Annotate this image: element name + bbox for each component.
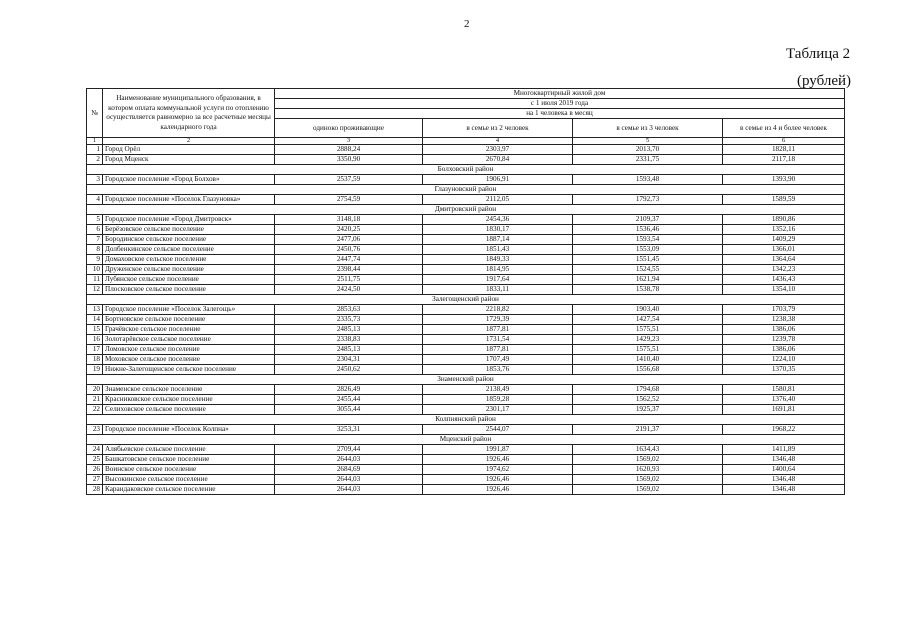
tariff-value: 2454,36 [423,215,573,225]
tariff-value: 2485,13 [275,345,423,355]
table-row [87,365,845,375]
region-header-row [87,415,845,425]
col-number: 2 [103,138,275,145]
tariff-value: 1859,28 [423,395,573,405]
municipality-name: Алябьевское сельское поселение [103,445,275,455]
col-number: 3 [275,138,423,145]
tariff-value: 1703,79 [723,305,845,315]
tariff-value: 1621,94 [573,275,723,285]
municipality-name: Знаменское сельское поселение [103,385,275,395]
tariff-value: 2537,59 [275,175,423,185]
municipality-name: Плосковское сельское поселение [103,285,275,295]
tariff-value: 2544,07 [423,425,573,435]
header-col5: в семье из 3 человек [573,119,723,138]
tariff-value: 1366,01 [723,245,845,255]
tariff-value: 2455,44 [275,395,423,405]
tariff-value: 1239,78 [723,335,845,345]
row-number: 22 [87,405,103,415]
row-number: 12 [87,285,103,295]
table-row [87,395,845,405]
region-name: Знаменский район [87,375,845,385]
tariff-value: 1409,29 [723,235,845,245]
header-name: Наименование муниципального образования, в котором оплата коммунальной услуги по отоплению осуществляется равномерно за все расчетные месяцы календарного года [103,89,275,138]
region-name: Мценский район [87,435,845,445]
region-name: Дмитровский район [87,205,845,215]
region-name: Глазуновский район [87,185,845,195]
column-numbers-row [87,138,845,145]
col-number: 4 [423,138,573,145]
tariff-value: 2644,03 [275,485,423,495]
region-header-row [87,165,845,175]
tariff-value: 1794,68 [573,385,723,395]
table-row [87,175,845,185]
tariff-value: 1346,48 [723,485,845,495]
tariff-value: 1877,81 [423,345,573,355]
tariff-value: 2684,69 [275,465,423,475]
municipality-name: Ломовское сельское поселение [103,345,275,355]
tariff-value: 1903,40 [573,305,723,315]
tariff-value: 2112,05 [423,195,573,205]
tariff-value: 1707,49 [423,355,573,365]
tariff-value: 2450,76 [275,245,423,255]
tariff-value: 2511,75 [275,275,423,285]
header-col3: одиноко проживающие [275,119,423,138]
tariff-value: 1849,33 [423,255,573,265]
region-header-row [87,295,845,305]
table-row [87,225,845,235]
tariff-value: 1436,43 [723,275,845,285]
tariff-value: 1536,46 [573,225,723,235]
row-number: 5 [87,215,103,225]
tariff-value: 1238,38 [723,315,845,325]
table-row [87,215,845,225]
tariff-value: 2644,03 [275,455,423,465]
table-row [87,315,845,325]
tariff-value: 1814,95 [423,265,573,275]
tariff-value: 1393,90 [723,175,845,185]
tariff-value: 1575,51 [573,345,723,355]
tariff-value: 1346,48 [723,455,845,465]
tariff-value: 2709,44 [275,445,423,455]
municipality-name: Долбенкинское сельское поселение [103,245,275,255]
tariff-value: 2331,75 [573,155,723,165]
tariff-value: 1346,48 [723,475,845,485]
row-number: 9 [87,255,103,265]
row-number: 20 [87,385,103,395]
tariff-value: 1569,02 [573,485,723,495]
tariff-value: 3350,90 [275,155,423,165]
municipality-name: Моховское сельское поселение [103,355,275,365]
tariff-value: 3253,31 [275,425,423,435]
tariff-value: 1926,46 [423,455,573,465]
tariff-value: 2450,62 [275,365,423,375]
tariff-value: 3148,18 [275,215,423,225]
municipality-name: Бортновское сельское поселение [103,315,275,325]
row-number: 6 [87,225,103,235]
municipality-name: Грачёвское сельское поселение [103,325,275,335]
table-row [87,465,845,475]
region-header-row [87,435,845,445]
tariff-value: 1386,06 [723,325,845,335]
region-header-row [87,205,845,215]
tariff-value: 1553,09 [573,245,723,255]
tariff-value: 1731,54 [423,335,573,345]
row-number: 16 [87,335,103,345]
table-row [87,195,845,205]
header-no: № [87,89,103,138]
tariff-value: 1991,87 [423,445,573,455]
tariff-value: 1851,43 [423,245,573,255]
tariff-table [86,88,845,495]
tariff-value: 1354,10 [723,285,845,295]
row-number: 10 [87,265,103,275]
tariff-value: 2301,17 [423,405,573,415]
row-number: 21 [87,395,103,405]
tariff-value: 1556,68 [573,365,723,375]
tariff-value: 2338,83 [275,335,423,345]
tariff-value: 2754,59 [275,195,423,205]
row-number: 7 [87,235,103,245]
region-name: Колпнянский район [87,415,845,425]
tariff-value: 1926,46 [423,475,573,485]
page-number: 2 [464,18,470,30]
tariff-value: 1411,89 [723,445,845,455]
tariff-value: 2398,44 [275,265,423,275]
tariff-value: 1400,64 [723,465,845,475]
tariff-value: 1906,91 [423,175,573,185]
tariff-value: 1551,45 [573,255,723,265]
row-number: 4 [87,195,103,205]
municipality-name: Городское поселение «Поселок Глазуновка» [103,195,275,205]
municipality-name: Город Орёл [103,145,275,155]
tariff-value: 1792,73 [573,195,723,205]
row-number: 24 [87,445,103,455]
tariff-value: 1352,16 [723,225,845,235]
tariff-value: 1620,93 [573,465,723,475]
municipality-name: Домаховское сельское поселение [103,255,275,265]
table-row [87,385,845,395]
municipality-name: Башкатовское сельское поселение [103,455,275,465]
header-group-line2: с 1 июля 2019 года [275,99,845,109]
tariff-value: 2477,06 [275,235,423,245]
tariff-value: 2826,49 [275,385,423,395]
header-group-line1: Многоквартирный жилой дом [275,89,845,99]
row-number: 15 [87,325,103,335]
tariff-value: 2303,97 [423,145,573,155]
table-row [87,155,845,165]
tariff-value: 1593,54 [573,235,723,245]
tariff-value: 2485,13 [275,325,423,335]
tariff-value: 1562,52 [573,395,723,405]
tariff-value: 2644,03 [275,475,423,485]
table-row [87,485,845,495]
tariff-value: 3055,44 [275,405,423,415]
tariff-value: 1974,62 [423,465,573,475]
row-number: 13 [87,305,103,315]
table-title: Таблица 2 [786,46,851,62]
municipality-name: Городское поселение «Город Дмитровск» [103,215,275,225]
row-number: 1 [87,145,103,155]
tariff-value: 1968,22 [723,425,845,435]
tariff-value: 2218,82 [423,305,573,315]
tariff-value: 2853,63 [275,305,423,315]
row-number: 11 [87,275,103,285]
tariff-value: 1538,78 [573,285,723,295]
tariff-value: 2447,74 [275,255,423,265]
table-row [87,325,845,335]
row-number: 18 [87,355,103,365]
row-number: 2 [87,155,103,165]
municipality-name: Нижне-Залегощенское сельское поселение [103,365,275,375]
header-group-line3: на 1 человека в месяц [275,109,845,119]
municipality-name: Бородинское сельское поселение [103,235,275,245]
col-number: 5 [573,138,723,145]
table-row [87,345,845,355]
table-row [87,145,845,155]
region-header-row [87,185,845,195]
row-number: 23 [87,425,103,435]
tariff-value: 1580,81 [723,385,845,395]
table-row [87,245,845,255]
tariff-value: 1729,39 [423,315,573,325]
tariff-value: 2420,25 [275,225,423,235]
municipality-name: Городское поселение «Поселок Залегощь» [103,305,275,315]
table-row [87,355,845,365]
tariff-value: 1429,23 [573,335,723,345]
tariff-value: 2117,18 [723,155,845,165]
tariff-value: 2888,24 [275,145,423,155]
row-number: 8 [87,245,103,255]
municipality-name: Город Мценск [103,155,275,165]
tariff-value: 1853,76 [423,365,573,375]
tariff-value: 1524,55 [573,265,723,275]
municipality-name: Городское поселение «Город Болхов» [103,175,275,185]
tariff-value: 1589,59 [723,195,845,205]
municipality-name: Золотарёвское сельское поселение [103,335,275,345]
tariff-value: 1877,81 [423,325,573,335]
tariff-value: 1890,86 [723,215,845,225]
tariff-value: 2335,73 [275,315,423,325]
municipality-name: Берёзовское сельское поселение [103,225,275,235]
tariff-value: 2670,84 [423,155,573,165]
tariff-value: 1569,02 [573,455,723,465]
tariff-value: 1386,06 [723,345,845,355]
tariff-value: 2304,31 [275,355,423,365]
municipality-name: Карандаковское сельское поселение [103,485,275,495]
tariff-value: 1828,11 [723,145,845,155]
row-number: 27 [87,475,103,485]
col-number: 1 [87,138,103,145]
row-number: 26 [87,465,103,475]
tariff-value: 1410,40 [573,355,723,365]
tariff-value: 1364,64 [723,255,845,265]
tariff-value: 2138,49 [423,385,573,395]
municipality-name: Лубянское сельское поселение [103,275,275,285]
header-col6: в семье из 4 и более человек [723,119,845,138]
tariff-value: 1833,11 [423,285,573,295]
table-row [87,445,845,455]
municipality-name: Красниковское сельское поселение [103,395,275,405]
tariff-value: 1569,02 [573,475,723,485]
table-row [87,255,845,265]
header-col4: в семье из 2 человек [423,119,573,138]
tariff-value: 1634,43 [573,445,723,455]
table-row [87,235,845,245]
table-row [87,285,845,295]
municipality-name: Селиховское сельское поселение [103,405,275,415]
tariff-value: 2109,37 [573,215,723,225]
tariff-value: 2191,37 [573,425,723,435]
tariff-value: 1370,35 [723,365,845,375]
municipality-name: Воинское сельское поселение [103,465,275,475]
row-number: 28 [87,485,103,495]
row-number: 17 [87,345,103,355]
tariff-value: 2424,50 [275,285,423,295]
tariff-value: 1224,10 [723,355,845,365]
col-number: 6 [723,138,845,145]
tariff-value: 1926,46 [423,485,573,495]
region-header-row [87,375,845,385]
table-row [87,455,845,465]
tariff-value: 1830,17 [423,225,573,235]
table-row [87,265,845,275]
tariff-value: 1376,40 [723,395,845,405]
region-name: Болховский район [87,165,845,175]
table-row [87,425,845,435]
table-body [87,138,845,495]
tariff-value: 1917,64 [423,275,573,285]
row-number: 3 [87,175,103,185]
row-number: 25 [87,455,103,465]
tariff-value: 1427,54 [573,315,723,325]
tariff-value: 1925,37 [573,405,723,415]
municipality-name: Городское поселение «Поселок Колпна» [103,425,275,435]
table-row [87,305,845,315]
tariff-value: 1887,14 [423,235,573,245]
municipality-name: Высокинское сельское поселение [103,475,275,485]
region-name: Залегощенский район [87,295,845,305]
tariff-value: 2013,70 [573,145,723,155]
row-number: 19 [87,365,103,375]
municipality-name: Друженское сельское поселение [103,265,275,275]
tariff-value: 1593,48 [573,175,723,185]
table-row [87,275,845,285]
table-row [87,335,845,345]
tariff-value: 1691,81 [723,405,845,415]
tariff-value: 1342,23 [723,265,845,275]
table-row [87,475,845,485]
table-row [87,405,845,415]
table-unit: (рублей) [797,73,852,89]
tariff-value: 1575,51 [573,325,723,335]
row-number: 14 [87,315,103,325]
